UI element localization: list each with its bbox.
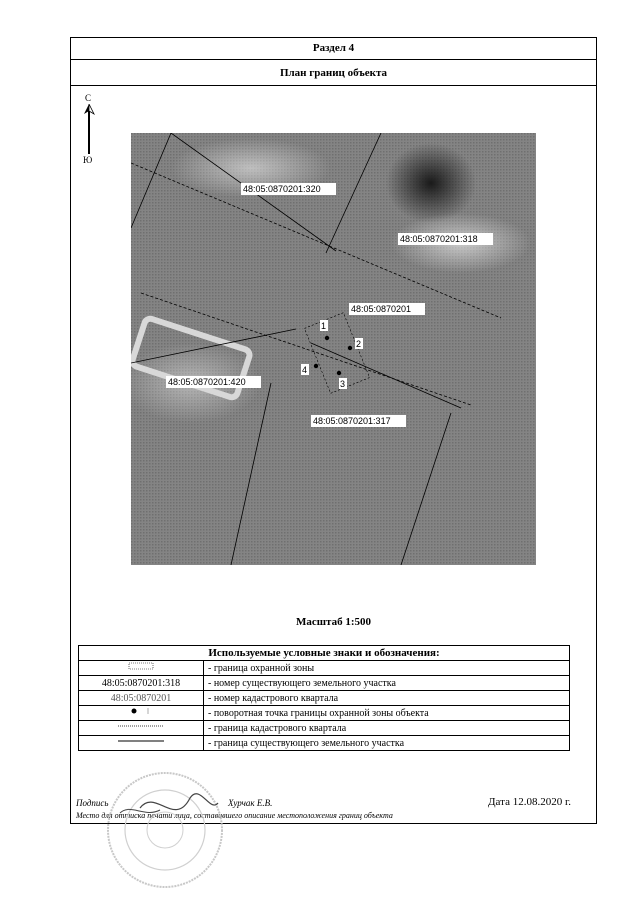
legend-title: Используемые условные знаки и обозначения: xyxy=(79,646,570,661)
svg-text:1: 1 xyxy=(321,321,327,331)
map-image xyxy=(131,133,536,565)
legend-text: - граница охранной зоны xyxy=(204,661,570,676)
map-label: 48:05:0870201:317 xyxy=(313,416,391,426)
legend-row xyxy=(79,736,570,751)
parcel-label-318 xyxy=(398,233,493,245)
legend-table xyxy=(78,645,570,751)
map-label: 48:05:0870201:318 xyxy=(400,234,478,244)
legend-symbol xyxy=(79,721,204,736)
legend-symbol xyxy=(79,661,204,676)
map-label: 48:05:0870201 xyxy=(351,304,412,314)
page-frame xyxy=(70,37,597,824)
signer-name: Хурчак Е.В. xyxy=(228,798,273,808)
svg-text:4: 4 xyxy=(302,365,308,375)
map-label: 48:05:0870201:420 xyxy=(168,377,246,387)
compass-south-label: Ю xyxy=(83,155,93,165)
plan-title: План границ объекта xyxy=(71,60,596,86)
parcel-label-317 xyxy=(311,415,406,427)
quarter-label xyxy=(349,303,425,315)
north-arrow-icon xyxy=(83,104,95,154)
legend-text: - граница кадастрового квартала xyxy=(204,721,570,736)
turning-point-icon xyxy=(126,706,156,716)
legend-symbol xyxy=(79,736,204,751)
legend-text: - номер существующего земельного участка xyxy=(204,676,570,691)
document-date: Дата 12.08.2020 г. xyxy=(488,796,571,808)
legend-row xyxy=(79,721,570,736)
solid-line-icon xyxy=(116,736,166,746)
map-label: 48:05:0870201:320 xyxy=(243,184,321,194)
legend-symbol: 48:05:0870201 xyxy=(79,691,204,706)
section-header: Раздел 4 xyxy=(71,38,596,60)
svg-text:3: 3 xyxy=(340,379,346,389)
legend-symbol xyxy=(79,706,204,721)
legend-row xyxy=(79,676,570,691)
hatched-zone-icon xyxy=(128,661,154,671)
signature-label: Подпись xyxy=(76,798,109,808)
legend-row xyxy=(79,706,570,721)
legend-text: - номер кадастрового квартала xyxy=(204,691,570,706)
legend-text: - граница существующего земельного участка xyxy=(204,736,570,751)
compass xyxy=(79,93,99,173)
map-scale: Масштаб 1:500 xyxy=(295,616,371,628)
parcel-label-320 xyxy=(241,183,336,195)
legend-symbol: 48:05:0870201:318 xyxy=(79,676,204,691)
dashed-line-icon xyxy=(116,721,166,731)
legend-row xyxy=(79,691,570,706)
legend-text: - поворотная точка границы охранной зоны объекта xyxy=(204,706,570,721)
legend-row xyxy=(79,661,570,676)
svg-text:2: 2 xyxy=(356,339,362,349)
parcel-label-420 xyxy=(166,376,261,388)
stamp-place-note: Место для оттиска печати лица, составившего описание местоположения границ объекта xyxy=(76,811,393,820)
compass-north-label: С xyxy=(85,93,92,103)
